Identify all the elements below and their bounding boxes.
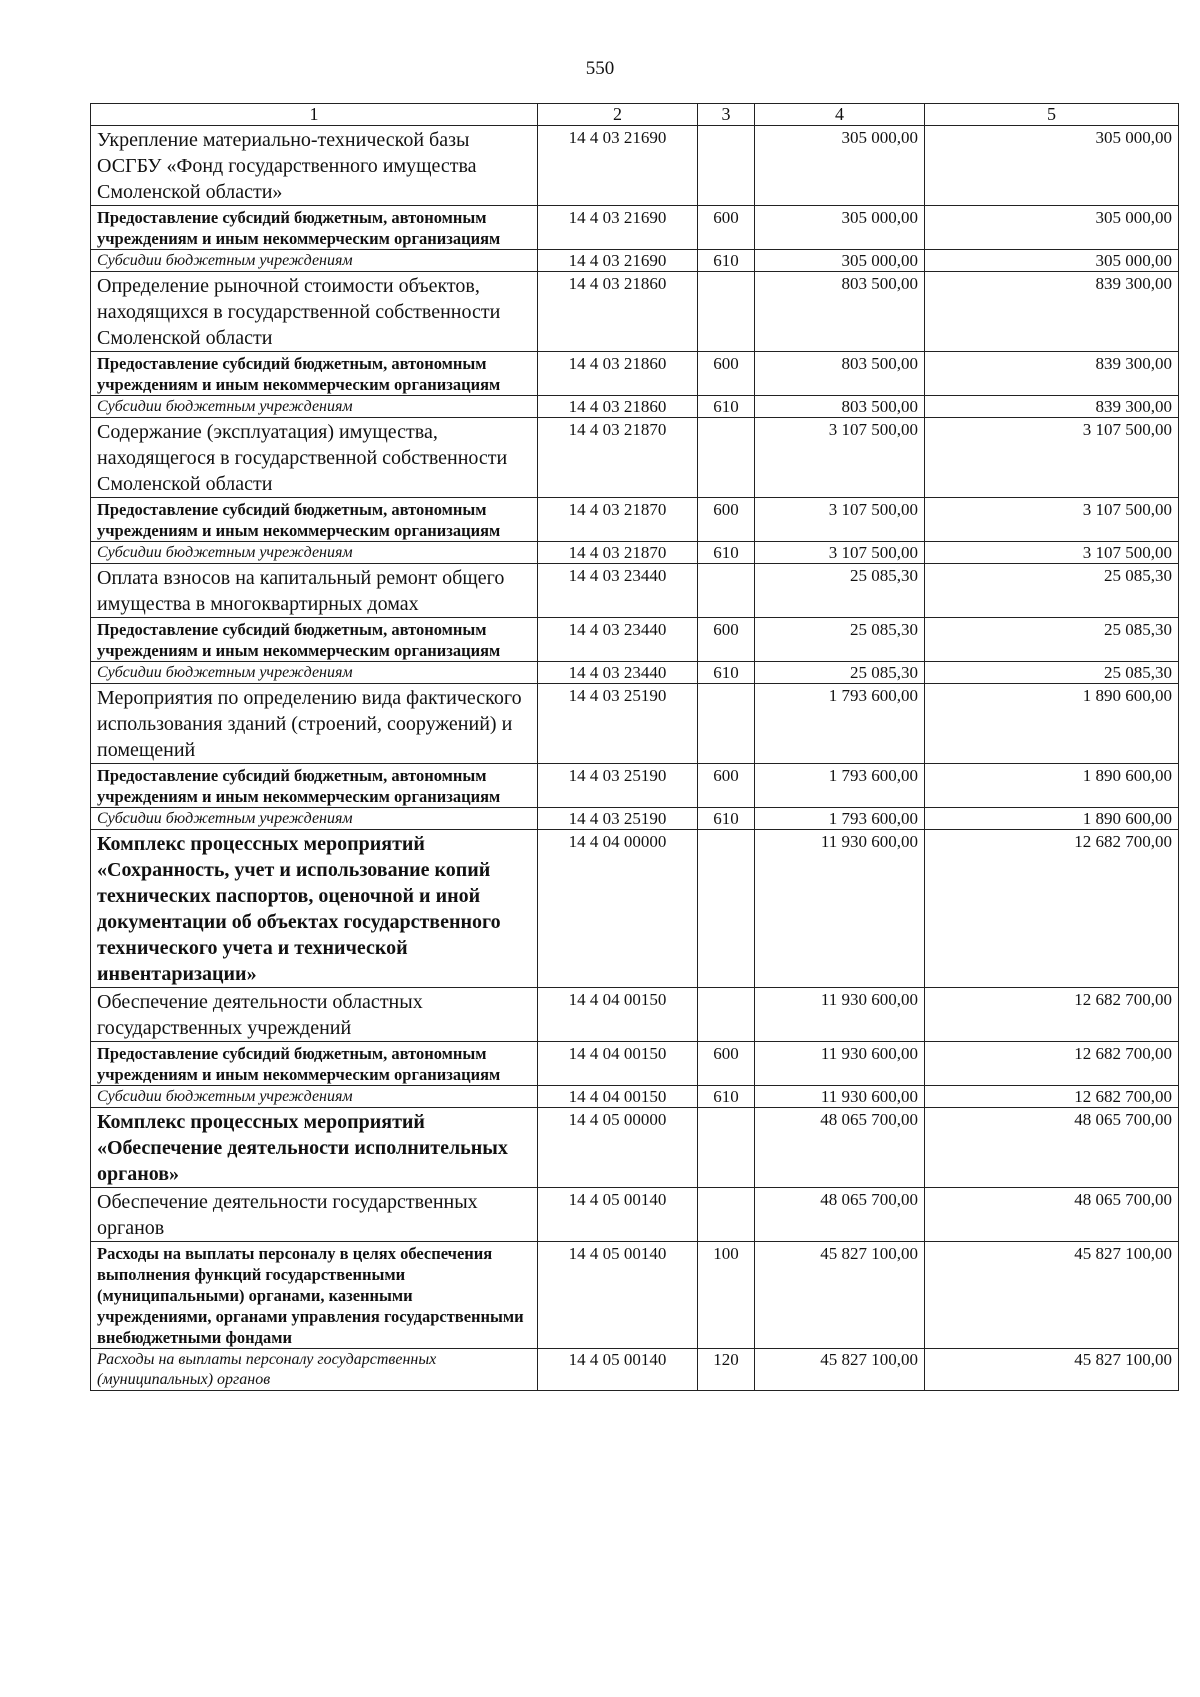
table-row bbox=[91, 662, 1179, 684]
row-sum-year1-cell: 25 085,30 bbox=[755, 618, 925, 662]
table-row bbox=[91, 988, 1179, 1042]
row-code-cell: 14 4 03 25190 bbox=[538, 808, 698, 830]
row-kvr-cell bbox=[698, 988, 755, 1042]
row-kvr-cell bbox=[698, 418, 755, 498]
row-kvr-cell: 610 bbox=[698, 542, 755, 564]
header-col-5: 5 bbox=[925, 104, 1179, 126]
row-name-cell: Определение рыночной стоимости объектов, находящихся в государственной собственности Смоленской области bbox=[91, 272, 538, 352]
row-kvr-cell: 600 bbox=[698, 352, 755, 396]
table-row bbox=[91, 498, 1179, 542]
row-sum-year1-cell: 3 107 500,00 bbox=[755, 498, 925, 542]
row-code-cell: 14 4 03 21870 bbox=[538, 418, 698, 498]
budget-table bbox=[90, 103, 1179, 1391]
row-name-cell: Предоставление субсидий бюджетным, автономным учреждениям и иным некоммерческим организациям bbox=[91, 618, 538, 662]
row-name-cell: Оплата взносов на капитальный ремонт общего имущества в многоквартирных домах bbox=[91, 564, 538, 618]
table-row bbox=[91, 1042, 1179, 1086]
row-kvr-cell: 600 bbox=[698, 1042, 755, 1086]
row-name-cell: Обеспечение деятельности областных государственных учреждений bbox=[91, 988, 538, 1042]
table-row bbox=[91, 1108, 1179, 1188]
table-row bbox=[91, 830, 1179, 988]
header-col-2: 2 bbox=[538, 104, 698, 126]
row-code-cell: 14 4 04 00150 bbox=[538, 1086, 698, 1108]
row-sum-year2-cell: 1 890 600,00 bbox=[925, 808, 1179, 830]
row-kvr-cell bbox=[698, 1108, 755, 1188]
table-row bbox=[91, 250, 1179, 272]
row-code-cell: 14 4 03 21690 bbox=[538, 250, 698, 272]
row-sum-year2-cell: 305 000,00 bbox=[925, 206, 1179, 250]
row-code-cell: 14 4 04 00150 bbox=[538, 988, 698, 1042]
row-sum-year2-cell: 12 682 700,00 bbox=[925, 1086, 1179, 1108]
row-sum-year2-cell: 1 890 600,00 bbox=[925, 764, 1179, 808]
row-sum-year1-cell: 45 827 100,00 bbox=[755, 1242, 925, 1349]
row-code-cell: 14 4 03 21870 bbox=[538, 542, 698, 564]
row-sum-year1-cell: 803 500,00 bbox=[755, 396, 925, 418]
table-body bbox=[91, 126, 1179, 1391]
row-sum-year1-cell: 25 085,30 bbox=[755, 662, 925, 684]
row-name-cell: Комплекс процессных мероприятий «Сохранность, учет и использование копий технических паспортов, оценочной и иной документации об объектах государственного технического учета и технической инвентаризации» bbox=[91, 830, 538, 988]
row-name-cell: Предоставление субсидий бюджетным, автономным учреждениям и иным некоммерческим организациям bbox=[91, 498, 538, 542]
row-name-cell: Укрепление материально-технической базы ОСГБУ «Фонд государственного имущества Смоленской области» bbox=[91, 126, 538, 206]
row-name-cell: Предоставление субсидий бюджетным, автономным учреждениям и иным некоммерческим организациям bbox=[91, 206, 538, 250]
row-sum-year2-cell: 305 000,00 bbox=[925, 126, 1179, 206]
row-sum-year2-cell: 25 085,30 bbox=[925, 662, 1179, 684]
row-code-cell: 14 4 04 00000 bbox=[538, 830, 698, 988]
page-number: 550 bbox=[585, 58, 615, 79]
table-row bbox=[91, 126, 1179, 206]
row-sum-year2-cell: 3 107 500,00 bbox=[925, 542, 1179, 564]
header-col-4: 4 bbox=[755, 104, 925, 126]
row-sum-year2-cell: 48 065 700,00 bbox=[925, 1188, 1179, 1242]
row-name-cell: Субсидии бюджетным учреждениям bbox=[91, 1086, 538, 1108]
row-sum-year2-cell: 25 085,30 bbox=[925, 564, 1179, 618]
row-sum-year2-cell: 25 085,30 bbox=[925, 618, 1179, 662]
row-sum-year1-cell: 25 085,30 bbox=[755, 564, 925, 618]
row-sum-year2-cell: 45 827 100,00 bbox=[925, 1242, 1179, 1349]
row-sum-year1-cell: 803 500,00 bbox=[755, 272, 925, 352]
row-kvr-cell bbox=[698, 272, 755, 352]
row-code-cell: 14 4 03 25190 bbox=[538, 764, 698, 808]
row-sum-year2-cell: 12 682 700,00 bbox=[925, 830, 1179, 988]
row-sum-year1-cell: 45 827 100,00 bbox=[755, 1349, 925, 1391]
row-sum-year2-cell: 3 107 500,00 bbox=[925, 418, 1179, 498]
row-sum-year1-cell: 11 930 600,00 bbox=[755, 988, 925, 1042]
row-code-cell: 14 4 03 21860 bbox=[538, 396, 698, 418]
row-name-cell: Обеспечение деятельности государственных органов bbox=[91, 1188, 538, 1242]
row-name-cell: Субсидии бюджетным учреждениям bbox=[91, 808, 538, 830]
table-row bbox=[91, 764, 1179, 808]
row-name-cell: Предоставление субсидий бюджетным, автономным учреждениям и иным некоммерческим организациям bbox=[91, 352, 538, 396]
table-row bbox=[91, 1349, 1179, 1391]
row-sum-year1-cell: 305 000,00 bbox=[755, 250, 925, 272]
row-sum-year2-cell: 12 682 700,00 bbox=[925, 988, 1179, 1042]
row-kvr-cell bbox=[698, 1188, 755, 1242]
row-name-cell: Субсидии бюджетным учреждениям bbox=[91, 396, 538, 418]
row-kvr-cell: 610 bbox=[698, 808, 755, 830]
row-sum-year1-cell: 48 065 700,00 bbox=[755, 1108, 925, 1188]
row-kvr-cell: 610 bbox=[698, 250, 755, 272]
row-sum-year2-cell: 3 107 500,00 bbox=[925, 498, 1179, 542]
row-sum-year2-cell: 45 827 100,00 bbox=[925, 1349, 1179, 1391]
row-kvr-cell: 610 bbox=[698, 396, 755, 418]
table-row bbox=[91, 618, 1179, 662]
row-code-cell: 14 4 03 21860 bbox=[538, 352, 698, 396]
table-row bbox=[91, 808, 1179, 830]
row-sum-year1-cell: 11 930 600,00 bbox=[755, 1086, 925, 1108]
row-sum-year2-cell: 305 000,00 bbox=[925, 250, 1179, 272]
row-code-cell: 14 4 03 23440 bbox=[538, 618, 698, 662]
table-row bbox=[91, 684, 1179, 764]
row-sum-year2-cell: 1 890 600,00 bbox=[925, 684, 1179, 764]
header-col-3: 3 bbox=[698, 104, 755, 126]
row-kvr-cell: 610 bbox=[698, 1086, 755, 1108]
table-row bbox=[91, 206, 1179, 250]
row-code-cell: 14 4 03 21860 bbox=[538, 272, 698, 352]
row-sum-year1-cell: 305 000,00 bbox=[755, 126, 925, 206]
row-name-cell: Предоставление субсидий бюджетным, автономным учреждениям и иным некоммерческим организациям bbox=[91, 764, 538, 808]
row-name-cell: Предоставление субсидий бюджетным, автономным учреждениям и иным некоммерческим организациям bbox=[91, 1042, 538, 1086]
row-code-cell: 14 4 03 23440 bbox=[538, 564, 698, 618]
row-code-cell: 14 4 05 00140 bbox=[538, 1242, 698, 1349]
row-kvr-cell: 600 bbox=[698, 206, 755, 250]
row-sum-year1-cell: 1 793 600,00 bbox=[755, 764, 925, 808]
row-sum-year2-cell: 48 065 700,00 bbox=[925, 1108, 1179, 1188]
row-sum-year1-cell: 48 065 700,00 bbox=[755, 1188, 925, 1242]
row-name-cell: Содержание (эксплуатация) имущества, находящегося в государственной собственности Смоленской области bbox=[91, 418, 538, 498]
table-row bbox=[91, 418, 1179, 498]
row-code-cell: 14 4 05 00140 bbox=[538, 1188, 698, 1242]
table-row bbox=[91, 352, 1179, 396]
row-kvr-cell bbox=[698, 830, 755, 988]
row-code-cell: 14 4 03 21690 bbox=[538, 126, 698, 206]
row-kvr-cell: 120 bbox=[698, 1349, 755, 1391]
table-row bbox=[91, 396, 1179, 418]
table-row bbox=[91, 1242, 1179, 1349]
row-name-cell: Субсидии бюджетным учреждениям bbox=[91, 542, 538, 564]
table-row bbox=[91, 272, 1179, 352]
row-code-cell: 14 4 03 21690 bbox=[538, 206, 698, 250]
row-name-cell: Мероприятия по определению вида фактического использования зданий (строений, сооружений) и помещений bbox=[91, 684, 538, 764]
row-kvr-cell bbox=[698, 564, 755, 618]
table-row bbox=[91, 542, 1179, 564]
row-sum-year1-cell: 803 500,00 bbox=[755, 352, 925, 396]
row-kvr-cell: 600 bbox=[698, 618, 755, 662]
row-code-cell: 14 4 04 00150 bbox=[538, 1042, 698, 1086]
row-sum-year1-cell: 11 930 600,00 bbox=[755, 830, 925, 988]
table-row bbox=[91, 564, 1179, 618]
row-name-cell: Субсидии бюджетным учреждениям bbox=[91, 250, 538, 272]
row-kvr-cell bbox=[698, 684, 755, 764]
row-kvr-cell: 100 bbox=[698, 1242, 755, 1349]
row-sum-year1-cell: 305 000,00 bbox=[755, 206, 925, 250]
row-kvr-cell bbox=[698, 126, 755, 206]
row-sum-year2-cell: 839 300,00 bbox=[925, 272, 1179, 352]
row-name-cell: Расходы на выплаты персоналу в целях обеспечения выполнения функций государственными (муниципальными) органами, казенными учреждениями, органами управления государственными внебюджетными фондами bbox=[91, 1242, 538, 1349]
table-row bbox=[91, 1188, 1179, 1242]
row-sum-year1-cell: 3 107 500,00 bbox=[755, 418, 925, 498]
row-sum-year1-cell: 3 107 500,00 bbox=[755, 542, 925, 564]
row-sum-year2-cell: 12 682 700,00 bbox=[925, 1042, 1179, 1086]
row-kvr-cell: 610 bbox=[698, 662, 755, 684]
row-sum-year1-cell: 11 930 600,00 bbox=[755, 1042, 925, 1086]
row-code-cell: 14 4 05 00000 bbox=[538, 1108, 698, 1188]
row-code-cell: 14 4 03 21870 bbox=[538, 498, 698, 542]
row-name-cell: Комплекс процессных мероприятий «Обеспечение деятельности исполнительных органов» bbox=[91, 1108, 538, 1188]
row-code-cell: 14 4 03 25190 bbox=[538, 684, 698, 764]
table-header bbox=[91, 104, 1179, 126]
row-name-cell: Субсидии бюджетным учреждениям bbox=[91, 662, 538, 684]
row-sum-year2-cell: 839 300,00 bbox=[925, 352, 1179, 396]
row-kvr-cell: 600 bbox=[698, 764, 755, 808]
row-sum-year1-cell: 1 793 600,00 bbox=[755, 684, 925, 764]
row-name-cell: Расходы на выплаты персоналу государственных (муниципальных) органов bbox=[91, 1349, 538, 1391]
row-code-cell: 14 4 03 23440 bbox=[538, 662, 698, 684]
header-col-1: 1 bbox=[91, 104, 538, 126]
row-code-cell: 14 4 05 00140 bbox=[538, 1349, 698, 1391]
row-sum-year2-cell: 839 300,00 bbox=[925, 396, 1179, 418]
row-sum-year1-cell: 1 793 600,00 bbox=[755, 808, 925, 830]
table-row bbox=[91, 1086, 1179, 1108]
row-kvr-cell: 600 bbox=[698, 498, 755, 542]
